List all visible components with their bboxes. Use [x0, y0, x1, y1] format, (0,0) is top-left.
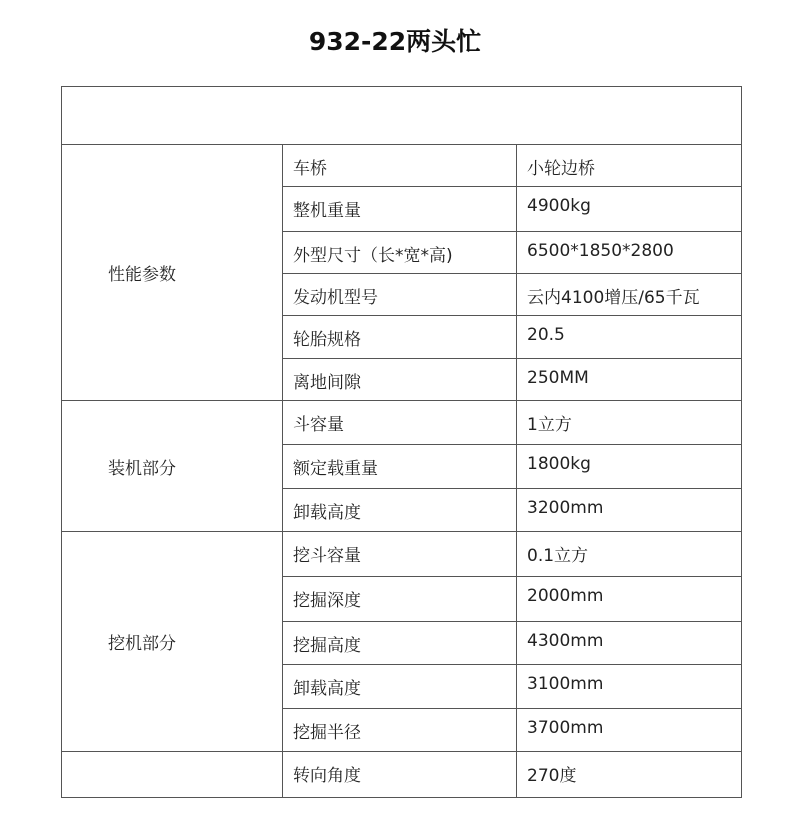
parameter-name-cell: 挖掘半径 [283, 709, 517, 752]
table-row [62, 752, 742, 798]
table-row [62, 532, 742, 577]
parameter-value-cell: 1立方 [517, 401, 742, 445]
table-row [62, 401, 742, 445]
parameter-name-cell: 挖掘深度 [283, 577, 517, 622]
parameter-value-cell: 4900kg [517, 187, 742, 232]
parameter-name-cell: 发动机型号 [283, 274, 517, 316]
parameter-name-cell: 转向角度 [283, 752, 517, 798]
parameter-name-cell: 斗容量 [283, 401, 517, 445]
parameter-value-cell: 小轮边桥 [517, 145, 742, 187]
parameter-name-cell: 车桥 [283, 145, 517, 187]
parameter-value-cell: 4300mm [517, 622, 742, 665]
parameter-name-cell: 挖掘高度 [283, 622, 517, 665]
parameter-value-cell: 270度 [517, 752, 742, 798]
parameter-name-cell: 整机重量 [283, 187, 517, 232]
group-label-cell: 性能参数 [62, 145, 283, 401]
document-title: 932-22两头忙 [308, 27, 482, 56]
parameter-value-cell: 6500*1850*2800 [517, 232, 742, 274]
group-label-cell: 挖机部分 [62, 532, 283, 752]
blank-header-cell [62, 87, 742, 145]
spec-table [61, 86, 742, 798]
parameter-name-cell: 卸载高度 [283, 665, 517, 709]
parameter-value-cell: 250MM [517, 359, 742, 401]
parameter-name-cell: 额定载重量 [283, 445, 517, 489]
parameter-name-cell: 外型尺寸（长*宽*高) [283, 232, 517, 274]
parameter-value-cell: 2000mm [517, 577, 742, 622]
parameter-value-cell: 3200mm [517, 489, 742, 532]
parameter-value-cell: 20.5 [517, 316, 742, 359]
parameter-name-cell: 挖斗容量 [283, 532, 517, 577]
parameter-value-cell: 1800kg [517, 445, 742, 489]
group-label-cell [62, 752, 283, 798]
parameter-name-cell: 卸载高度 [283, 489, 517, 532]
parameter-value-cell: 3100mm [517, 665, 742, 709]
parameter-value-cell: 0.1立方 [517, 532, 742, 577]
table-row [62, 145, 742, 187]
parameter-value-cell: 云内4100增压/65千瓦 [517, 274, 742, 316]
parameter-value-cell: 3700mm [517, 709, 742, 752]
spec-table-body [62, 87, 742, 798]
blank-header-row [62, 87, 742, 145]
group-label-cell: 装机部分 [62, 401, 283, 532]
parameter-name-cell: 离地间隙 [283, 359, 517, 401]
parameter-name-cell: 轮胎规格 [283, 316, 517, 359]
